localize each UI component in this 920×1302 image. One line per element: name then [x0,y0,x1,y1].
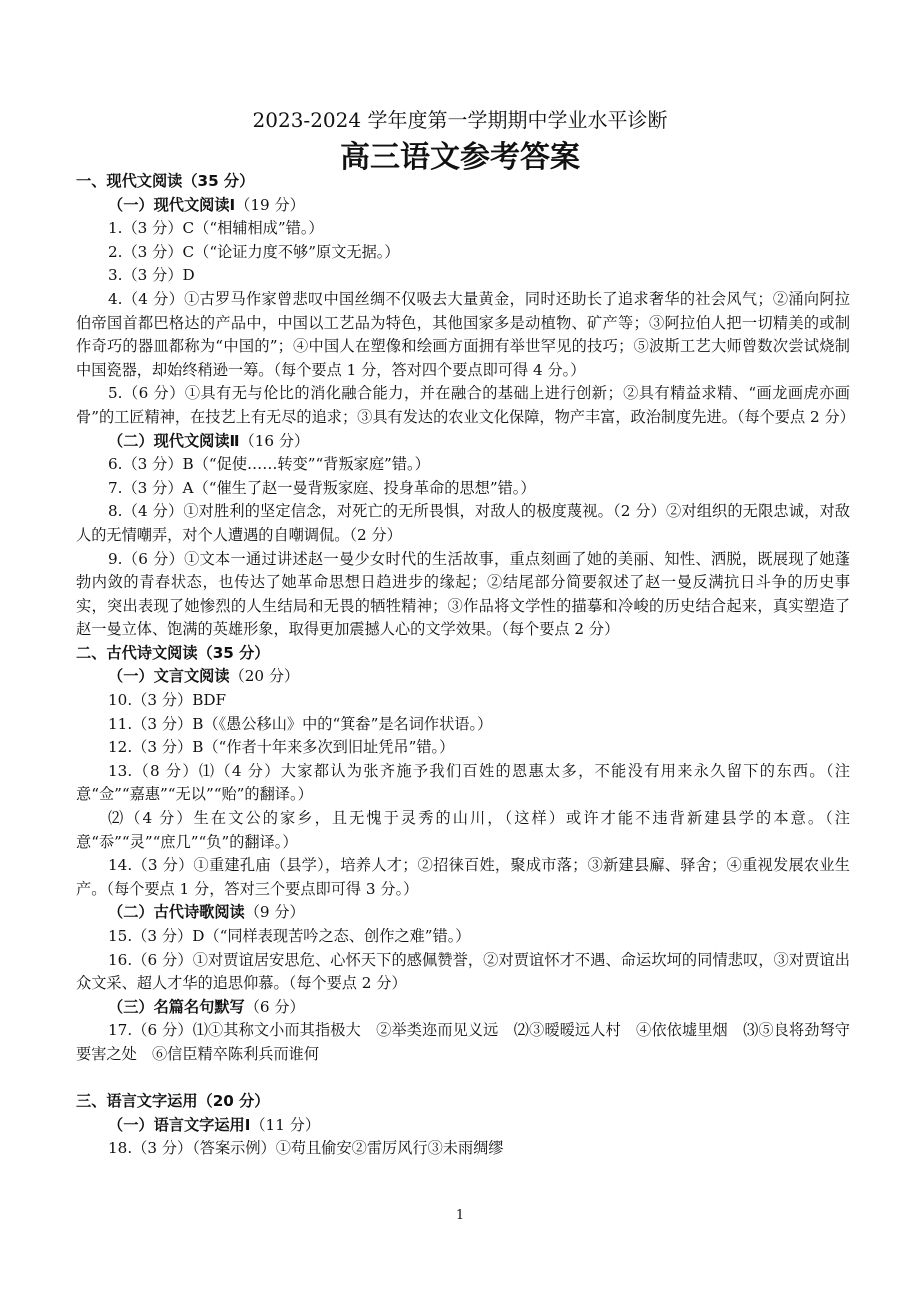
answer-item: 18.（3 分）（答案示例）①苟且偷安②雷厉风行③未雨绸缪 [108,1139,504,1158]
answer-item: 6.（3 分）B（“促使……转变”“背叛家庭”错。） [108,455,430,474]
answer-item: 4.（4 分）①古罗马作家曾悲叹中国丝绸不仅吸去大量黄金，同时还助长了追求奢华的社会风气；②涌向阿拉伯帝国首都巴格达的产品中，中国以工艺品为特色，其他国家多是动植物、矿产等；③阿拉伯人把一切精美的或制作奇巧的器皿都称为“中国的”；④中国人在塑像和绘画方面拥有举世罕见的技巧；⑤波斯工艺大师曾数次尝试烧制中国瓷器，却始终稍逊一筹。（每个要点 1 分，答对四个要点即可得 4 分。） [76,289,850,379]
answer-item: 15.（3 分）D（“同样表现苦吟之态、创作之难”错。） [108,927,471,945]
answer-item: 8.（4 分）①对胜利的坚定信念，对死亡的无所畏惧，对敌人的极度蔑视。（2 分）②对组织的无限忠诚，对敌人的无情嘲弄，对个人遭遇的自嘲调侃。（2 分） [76,502,850,544]
answer-item: 10.（3 分）BDF [108,691,227,710]
subsection-title: （二）古代诗歌阅读（9 分） [108,903,305,922]
answer-item: 16.（6 分）①对贾谊居安思危、心怀天下的感佩赞誉，②对贾谊怀才不遇、命运坎坷的同情悲叹，③对贾谊出众文采、超人才华的追思仰慕。（每个要点 2 分） [76,950,850,993]
section-title: 一、现代文阅读（35 分） [76,172,255,190]
answer-item: 7.（3 分）A（“催生了赵一曼背叛家庭、投身革命的思想”错。） [108,478,536,497]
answer-item: 11.（3 分）B（《愚公移山》中的“箕畚”是名词作状语。） [108,714,493,733]
subsection-title: （二）现代文阅读Ⅱ（16 分） [108,431,310,450]
section-title: 二、古代诗文阅读（35 分） [76,643,270,662]
answer-body [76,170,855,1161]
answer-item: 9.（6 分）①文本一通过讲述赵一曼少女时代的生活故事，重点刻画了她的美丽、知性、洒脱，既展现了她蓬勃内敛的青春状态，也传达了她革命思想日趋进步的缘起；②结尾部分简要叙述了赵一曼反满抗日斗争的历史事实，突出表现了她惨烈的人生结局和无畏的牺牲精神；③作品将文学性的描摹和冷峻的历史结合起来，真实塑造了赵一曼立体、饱满的英雄形象，取得更加震撼人心的文学效果。（每个要点 2 分） [76,549,850,639]
answer-item: 12.（3 分）B（“作者十年来多次到旧址凭吊”错。） [108,738,455,757]
answer-item: 1.（3 分）C（“相辅相成”错。） [108,219,324,238]
answer-item: 2.（3 分）C（“论证力度不够”原文无据。） [108,242,400,261]
answer-item: ⑵（4 分）生在文公的家乡，且无愧于灵秀的山川，（这样）或许才能不违背新建县学的本意。（注意“忝”“灵”“庶几”“负”的翻译。） [76,809,850,851]
subsection-title: （一）现代文阅读Ⅰ（19 分） [108,195,305,214]
subsection-title: （一）语言文字运用Ⅰ（11 分） [108,1115,321,1134]
blank-line [76,1067,850,1091]
answer-item: 3.（3 分）D [108,266,195,285]
answer-item: 17.（6 分）⑴①其称文小而其指极大 ②举类迩而见义远 ⑵③暧暧远人村 ④依依墟里烟 ⑶⑤良将劲弩守要害之处 ⑥信臣精卒陈利兵而谁何 [76,1021,850,1063]
exam-title: 2023-2024 学年度第一学期期中学业水平诊断 [252,108,668,132]
subsection-title: （三）名篇名句默写（6 分） [108,997,305,1016]
answer-item: 13.（8 分）⑴（4 分）大家都认为张齐施予我们百姓的恩惠太多，不能没有用来永久留下的东西。（注意“佥”“嘉惠”“无以”“贻”的翻译。） [76,761,850,804]
answer-key-title: 高三语文参考答案 [340,140,580,175]
subsection-title: （一）文言文阅读（20 分） [108,667,300,686]
answer-item: 5.（6 分）①具有无与伦比的消化融合能力，并在融合的基础上进行创新；②具有精益求精、“画龙画虎亦画骨”的工匠精神，在技艺上有无尽的追求；③具有发达的农业文化保障，物产丰富，政治制度先进。（每个要点 2 分） [76,384,855,426]
section-title: 三、语言文字运用（20 分） [76,1092,270,1111]
answer-item: 14.（3 分）①重建孔庙（县学），培养人才；②招徕百姓，聚成市落；③新建县廨、驿舍；④重视发展农业生产。（每个要点 1 分，答对三个要点即可得 3 分。） [76,856,850,898]
page-number: 1 [455,1208,465,1223]
